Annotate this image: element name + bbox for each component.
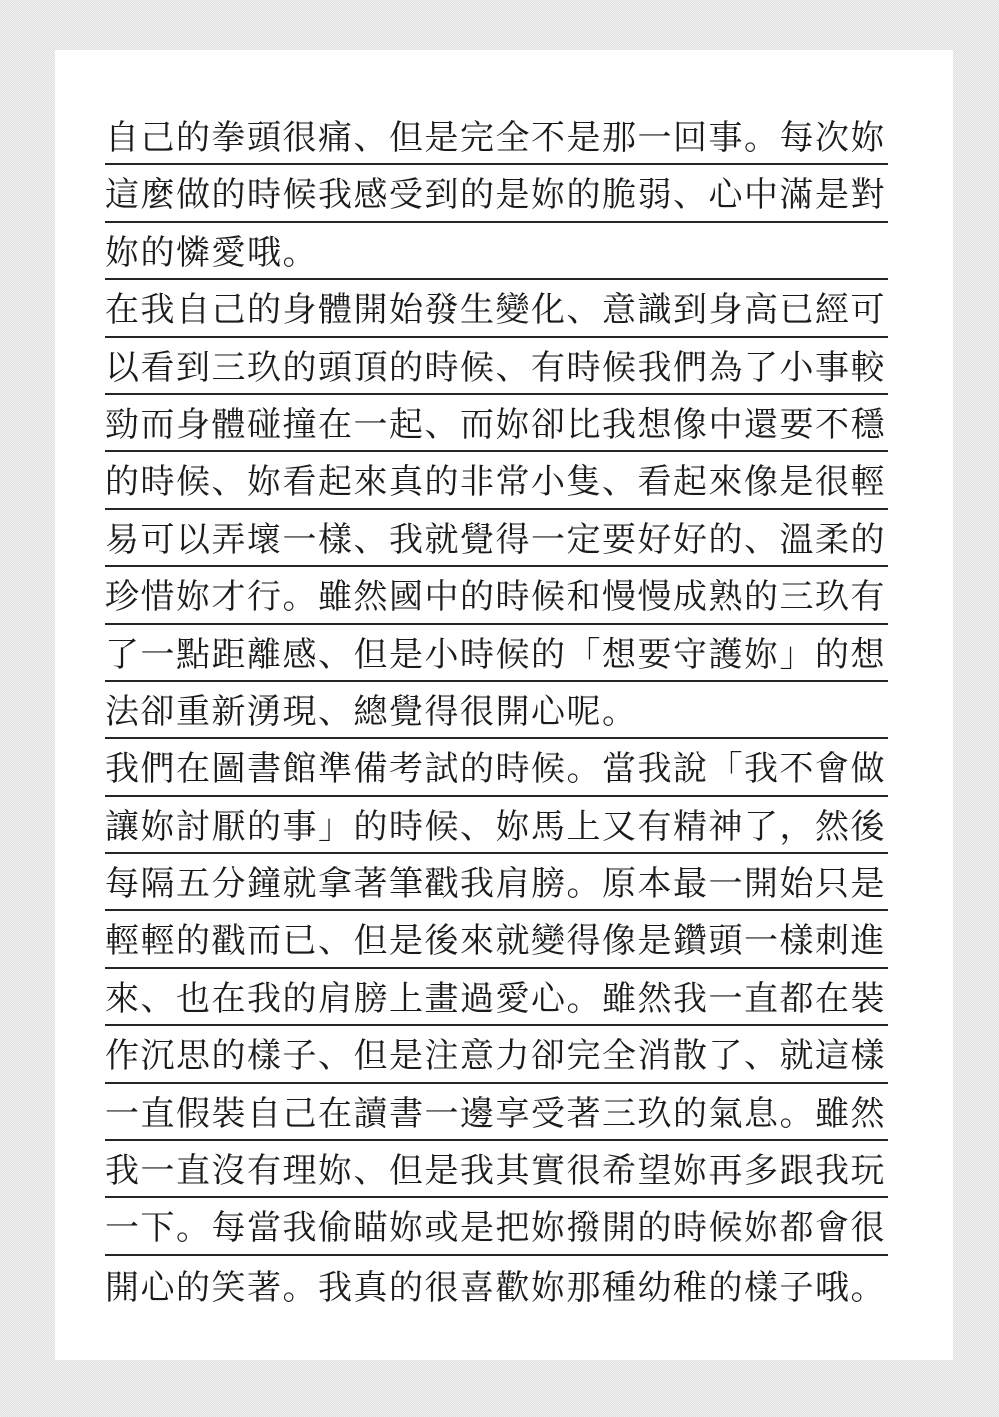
text-line: 的時候、妳看起來真的非常小隻、看起來像是很輕 [105, 452, 888, 509]
text-line: 作沉思的樣子、但是注意力卻完全消散了、就這樣 [105, 1026, 888, 1083]
text-line: 一直假裝自己在讀書一邊享受著三玖的氣息。雖然 [105, 1084, 888, 1141]
text-line: 易可以弄壞一樣、我就覺得一定要好好的、溫柔的 [105, 510, 888, 567]
text-line: 自己的拳頭很痛、但是完全不是那一回事。每次妳 [105, 108, 888, 165]
document-page [55, 50, 953, 1360]
text-line: 開心的笑著。我真的很喜歡妳那種幼稚的樣子哦。 [105, 1267, 886, 1308]
text-line: 珍惜妳才行。雖然國中的時候和慢慢成熟的三玖有 [105, 567, 888, 624]
text-line: 每隔五分鐘就拿著筆戳我肩膀。原本最一開始只是 [105, 854, 888, 911]
text-line: 了一點距離感、但是小時候的「想要守護妳」的想 [105, 625, 888, 682]
text-line: 妳的憐愛哦。 [105, 223, 888, 280]
text-line: 法卻重新湧現、總覺得很開心呢。 [105, 682, 888, 739]
text-line: 一下。每當我偷瞄妳或是把妳撥開的時候妳都會很 [105, 1198, 888, 1255]
text-line: 我們在圖書館準備考試的時候。當我說「我不會做 [105, 739, 888, 796]
text-line: 讓妳討厭的事」的時候、妳馬上又有精神了，然後 [105, 797, 888, 854]
text-line: 我一直沒有理妳、但是我其實很希望妳再多跟我玩 [105, 1141, 888, 1198]
text-line: 以看到三玖的頭頂的時候、有時候我們為了小事較 [105, 338, 888, 395]
text-line: 這麼做的時候我感受到的是妳的脆弱、心中滿是對 [105, 165, 888, 222]
ruled-text-block [105, 108, 888, 1313]
text-line: 來、也在我的肩膀上畫過愛心。雖然我一直都在裝 [105, 969, 888, 1026]
text-line: 勁而身體碰撞在一起、而妳卻比我想像中還要不穩 [105, 395, 888, 452]
text-line: 在我自己的身體開始發生變化、意識到身高已經可 [105, 280, 888, 337]
text-line: 輕輕的戳而已、但是後來就變得像是鑽頭一樣刺進 [105, 911, 888, 968]
